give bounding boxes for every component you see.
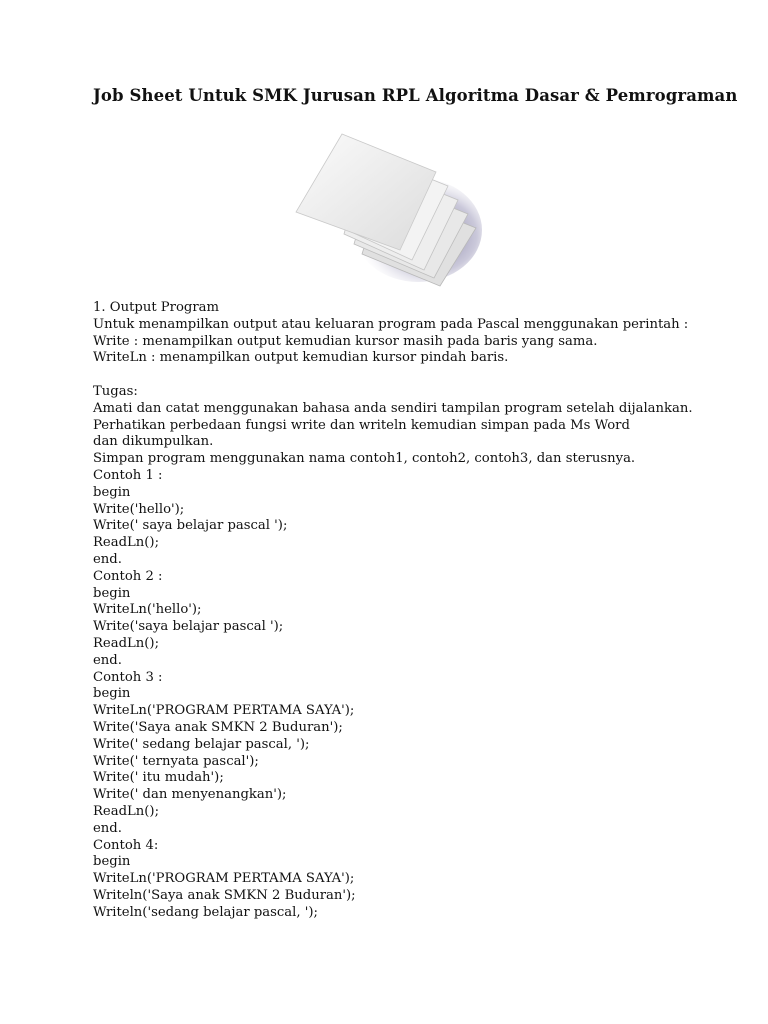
write-definition: Write : menampilkan output kemudian kursor masih pada baris yang sama. <box>93 333 598 349</box>
code-line: end. <box>93 551 122 567</box>
code-line: Write(' itu mudah'); <box>93 770 224 786</box>
example-3 <box>93 670 653 838</box>
code-line: Writeln('Saya anak SMKN 2 Buduran'); <box>93 887 356 903</box>
code-line: ReadLn(); <box>93 635 160 651</box>
code-line: Write(' sedang belajar pascal, '); <box>93 736 310 752</box>
example-label: Contoh 2 : <box>93 568 163 584</box>
code-line: Write(' saya belajar pascal '); <box>93 518 288 534</box>
code-line: begin <box>93 854 131 870</box>
code-line: begin <box>93 484 131 500</box>
example-2 <box>93 569 653 670</box>
code-line: Write('hello'); <box>93 501 185 517</box>
example-label: Contoh 4: <box>93 837 159 853</box>
code-line: WriteLn('PROGRAM PERTAMA SAYA'); <box>93 703 355 719</box>
example-1 <box>93 468 653 569</box>
tugas-line-2: Perhatikan perbedaan fungsi write dan writeln kemudian simpan pada Ms Word dan dikumpulkan. <box>93 417 630 450</box>
code-line: Write(' dan menyenangkan'); <box>93 787 287 803</box>
document-title: Job Sheet Untuk SMK Jurusan RPL Algoritma Dasar & Pemrograman <box>93 86 738 105</box>
document-body <box>93 300 693 921</box>
code-line: ReadLn(); <box>93 535 160 551</box>
code-line: Write('Saya anak SMKN 2 Buduran'); <box>93 719 343 735</box>
code-line: end. <box>93 820 122 836</box>
code-line: ReadLn(); <box>93 803 160 819</box>
section-heading: 1. Output Program <box>93 300 220 315</box>
tugas-label: Tugas: <box>93 383 138 399</box>
code-line: WriteLn('hello'); <box>93 602 202 618</box>
code-line: begin <box>93 686 131 702</box>
example-label: Contoh 3 : <box>93 669 163 685</box>
tugas-line-1: Amati dan catat menggunakan bahasa anda sendiri tampilan program setelah dijalankan. <box>93 400 693 416</box>
code-line: Write('saya belajar pascal '); <box>93 619 284 635</box>
code-line: begin <box>93 585 131 601</box>
code-line: end. <box>93 652 122 668</box>
tugas-line-3: Simpan program menggunakan nama contoh1, contoh2, contoh3, dan sterusnya. <box>93 451 636 467</box>
paragraph-gap <box>93 367 653 384</box>
code-line: Writeln('sedang belajar pascal, '); <box>93 904 318 920</box>
section-intro: Untuk menampilkan output atau keluaran program pada Pascal menggunakan perintah : <box>93 316 689 332</box>
writeln-definition: WriteLn : menampilkan output kemudian kursor pindah baris. <box>93 350 509 366</box>
code-line: Write(' ternyata pascal'); <box>93 753 259 769</box>
paper-stack-icon <box>290 128 482 288</box>
example-label: Contoh 1 : <box>93 467 163 483</box>
code-line: WriteLn('PROGRAM PERTAMA SAYA'); <box>93 871 355 887</box>
example-4 <box>93 838 653 922</box>
